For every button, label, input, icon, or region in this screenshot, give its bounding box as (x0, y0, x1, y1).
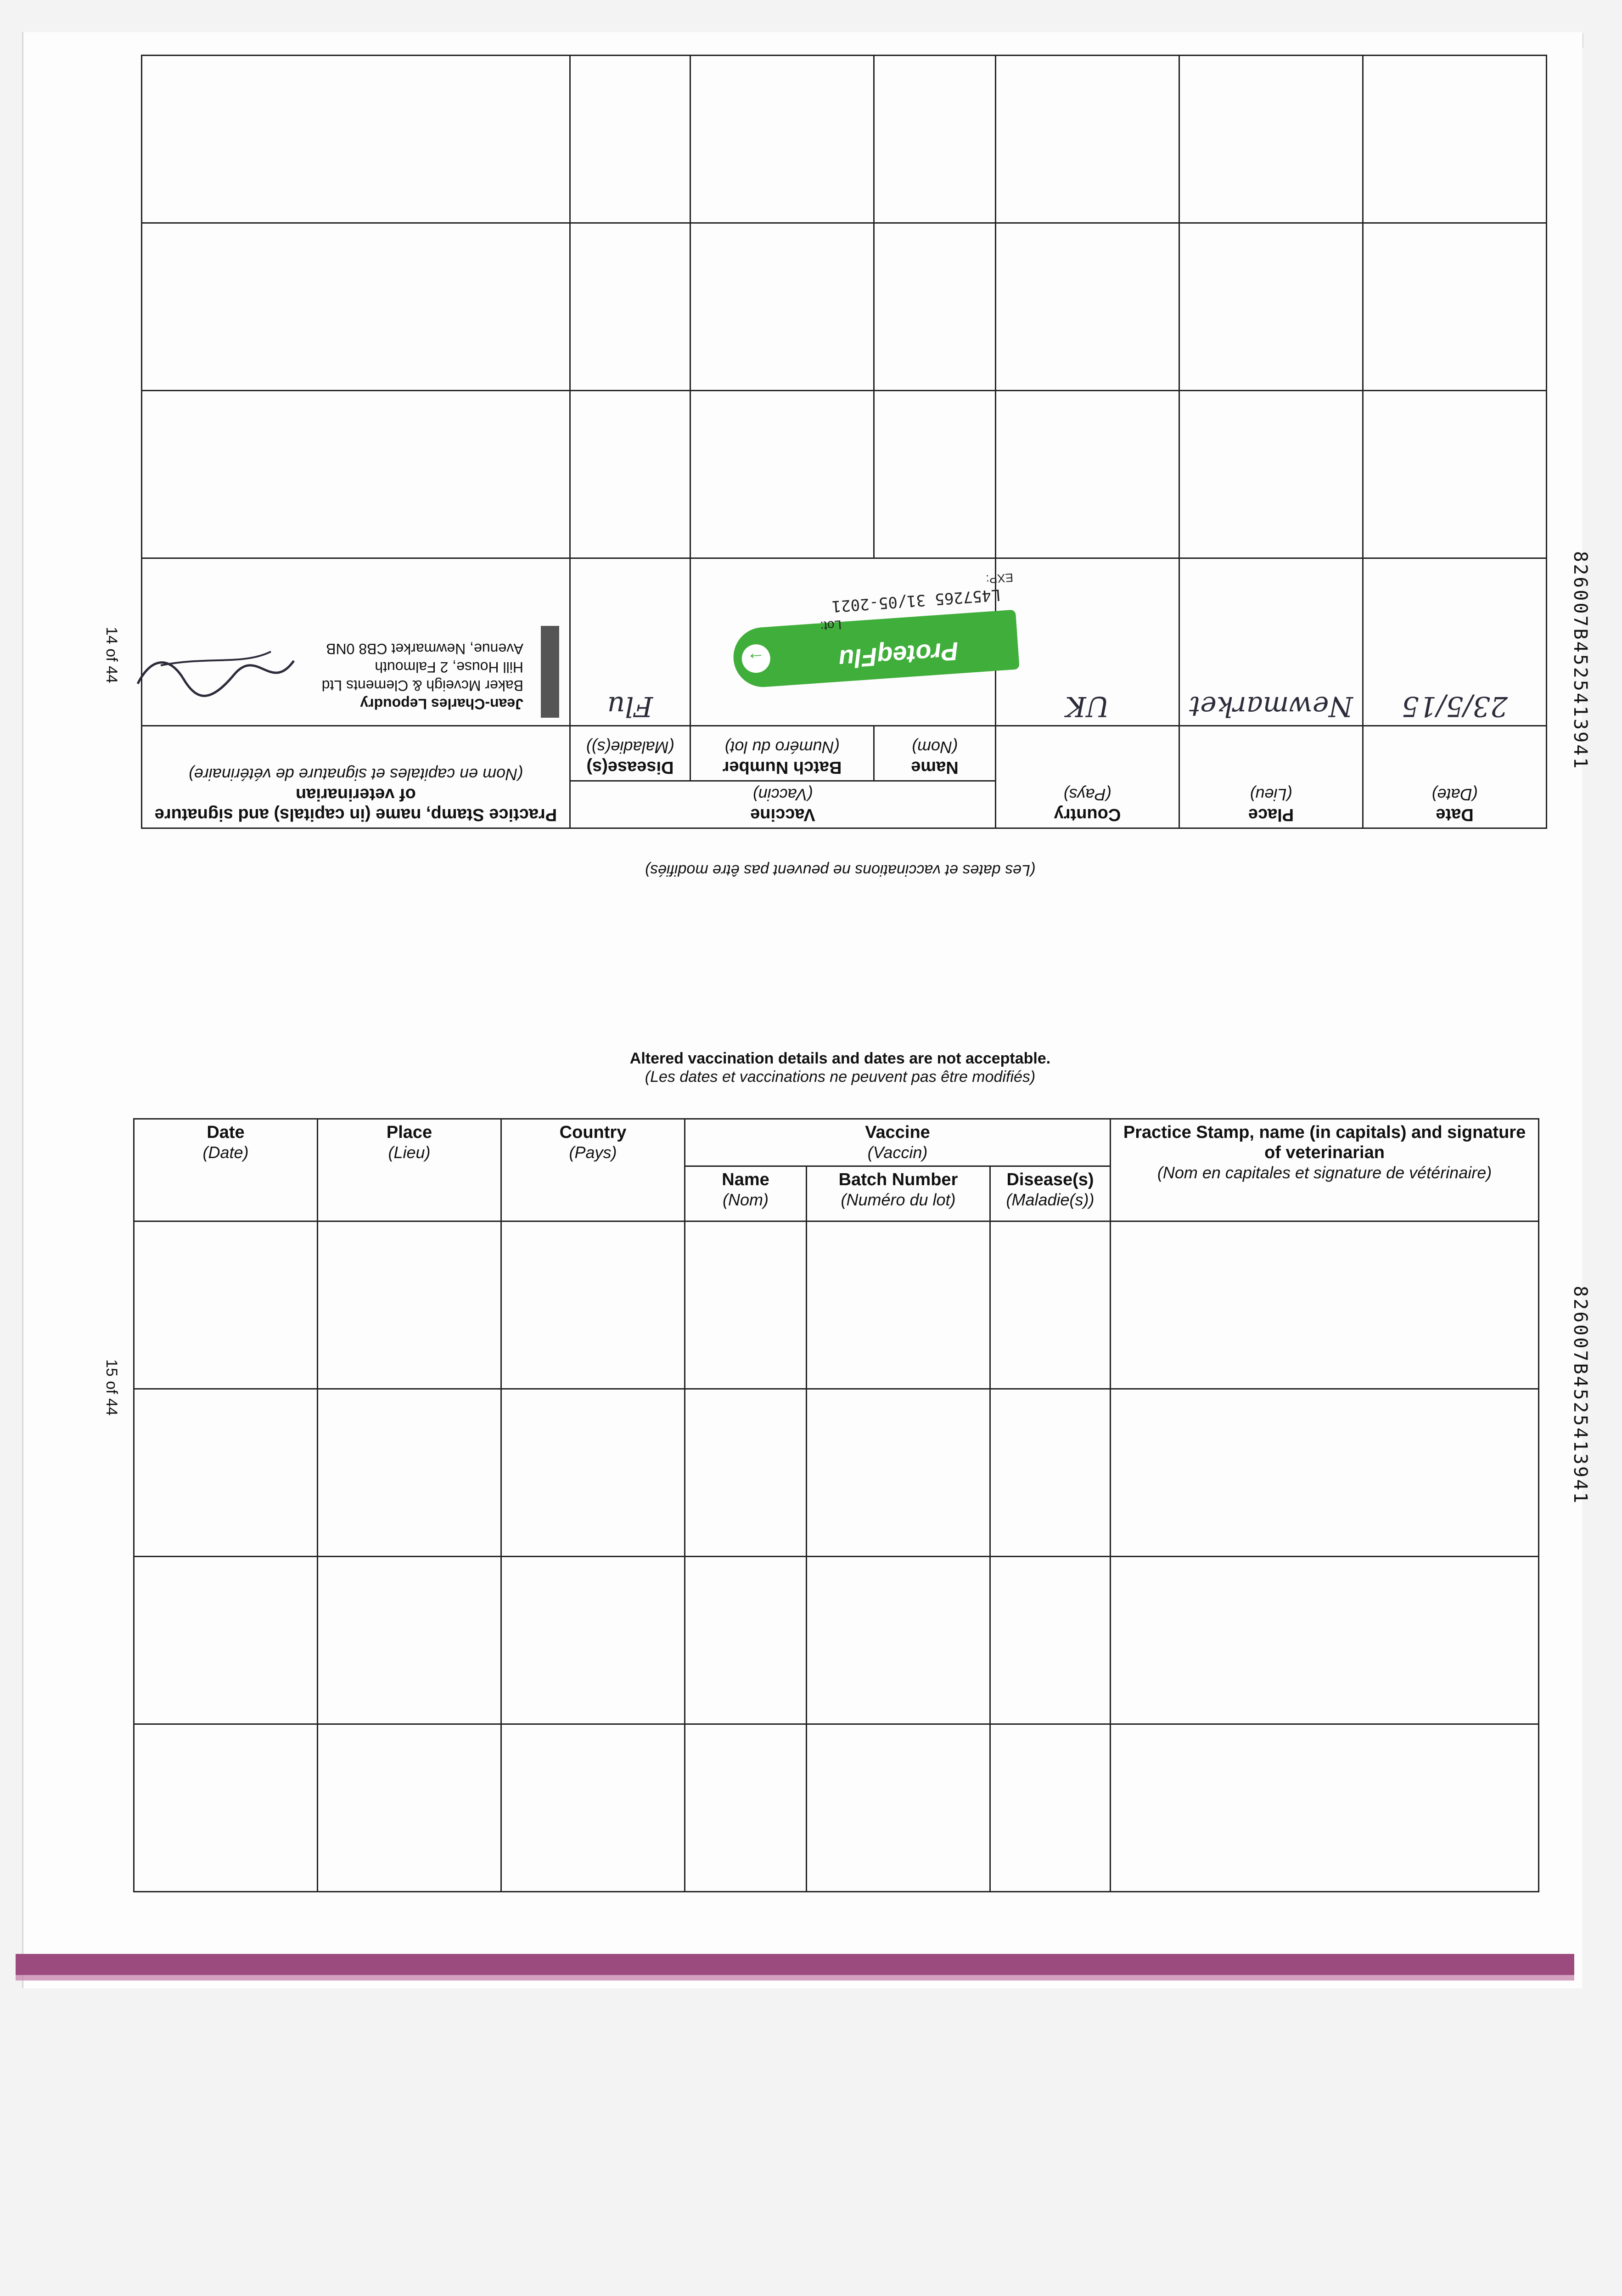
table-row (134, 1221, 1539, 1389)
alteration-notice-fr: (Les dates et vaccinations ne peuvent pas être modifiés) (645, 861, 1036, 879)
alteration-notice-fr: (Les dates et vaccinations ne peuvent pas être modifiés) (645, 1068, 1036, 1086)
stamp-address-1: Hill House, 2 Falmouth (375, 659, 523, 675)
proteqflu-sticker (731, 570, 1020, 689)
table-row (134, 1724, 1539, 1892)
sticker-exp-label: EXP: (985, 570, 1014, 586)
page-15 (133, 1035, 1547, 1795)
col-name: Name (Nom) (874, 726, 996, 781)
col-vaccine: Vaccine (Vaccin) (685, 1119, 1111, 1166)
vet-signature (133, 642, 298, 711)
page-14 (133, 152, 1547, 912)
stamp-vet-name: Jean-Charles Lepoudry (360, 696, 523, 712)
col-date: Date (Date) (134, 1119, 318, 1221)
col-country: Country (Pays) (996, 726, 1179, 828)
vaccination-table-14 (141, 55, 1547, 829)
table-row (134, 1557, 1539, 1724)
col-stamp: Practice Stamp, name (in capitals) and signature of veterinarian (Nom en capitales et signature de vétérinaire) (1111, 1119, 1539, 1221)
stamp-address-2: Avenue, Newmarket CB8 0NB (326, 641, 523, 657)
stamp-practice: Baker Mcveigh & Clements Ltd (321, 677, 523, 694)
entry-country: UK (996, 558, 1179, 726)
col-vaccine: Vaccine (Vaccin) (570, 781, 995, 828)
table-row (134, 1389, 1539, 1557)
page-number-14: 14 of 44 (103, 627, 120, 683)
col-place: Place (Lieu) (1179, 726, 1363, 828)
col-disease: Disease(s) (Maladie(s)) (570, 726, 690, 781)
col-disease: Disease(s) (Maladie(s)) (990, 1166, 1111, 1221)
col-date: Date (Date) (1363, 726, 1547, 828)
col-country: Country (Pays) (501, 1119, 685, 1221)
entry-date: 23/5/15 (1363, 558, 1547, 726)
page-number-15: 15 of 44 (103, 1359, 120, 1416)
alteration-notice (133, 861, 1547, 879)
entry-disease: Flu (570, 558, 690, 726)
entry-place: Newmarket (1179, 558, 1363, 726)
passport-spine (16, 1954, 1574, 1975)
col-batch: Batch Number (Numéro du lot) (807, 1166, 990, 1221)
entry-stamp (141, 558, 570, 726)
col-name: Name (Nom) (685, 1166, 807, 1221)
sticker-arrow-icon: → (741, 643, 771, 674)
table-row (141, 223, 1546, 391)
sticker-lot: L457265 31/05-2021 (831, 585, 1001, 616)
sticker-lot-label: Lot: (819, 618, 842, 634)
passport-spine-edge (16, 1975, 1574, 1981)
passport-serial-14: 826007B4525413941 (1570, 551, 1591, 771)
sticker-brand: ProteqFlu (837, 636, 960, 674)
table-row (141, 56, 1546, 223)
col-place: Place (Lieu) (318, 1119, 501, 1221)
passport-serial-15: 826007B4525413941 (1570, 1286, 1591, 1505)
table-row (141, 391, 1546, 558)
stamp-bar (541, 626, 559, 718)
vaccination-table-15 (133, 1118, 1539, 1892)
col-batch: Batch Number (Numéro du lot) (690, 726, 874, 781)
alteration-notice (133, 1049, 1547, 1086)
alteration-notice-en: Altered vaccination details and dates are not acceptable. (629, 1050, 1051, 1067)
entry-vaccine (690, 558, 1014, 726)
table-row (141, 558, 1546, 726)
col-stamp: Practice Stamp, name (in capitals) and signature of veterinarian (Nom en capitales et signature de vétérinaire) (141, 726, 570, 828)
